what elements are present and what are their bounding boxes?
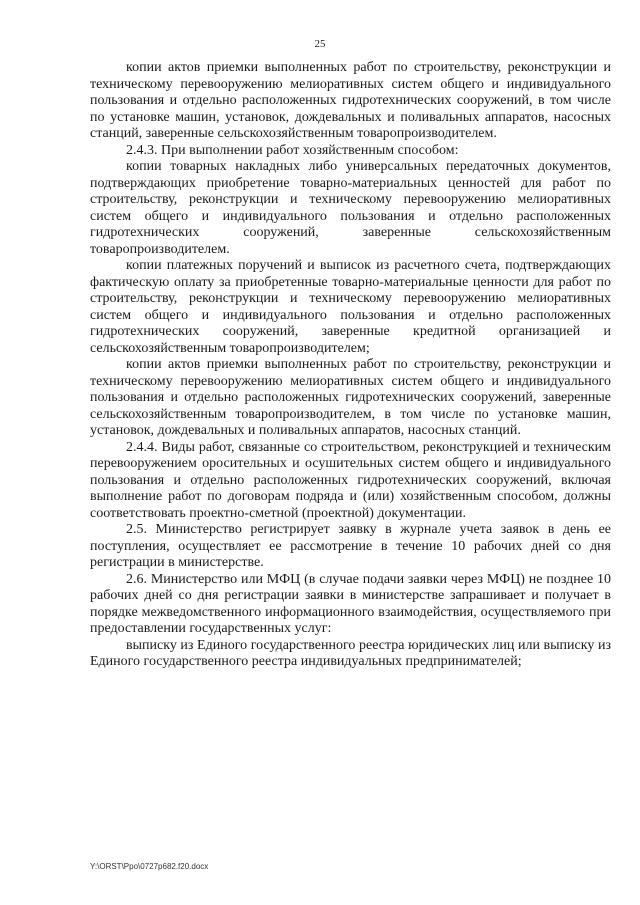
paragraph-payment-orders: копии платежных поручений и выписок из расчетного счета, подтверждающих фактическую оплату за приобретенные товарно-материальные ценности для работ по строительству, реконструкции и техническому перевооружению мелиоративных систем общего и индивидуального пользования и отдельно расположенных гидротехнических сооружений, заверенные кредитной организацией и сельскохозяйственным товаропроизводителем; [90,258,611,356]
paragraph-2-6: 2.6. Министерство или МФЦ (в случае подачи заявки через МФЦ) не позднее 10 рабочих дней со дня регистрации заявки в министерстве запрашивает и получает в порядке межведомственного информационного взаимодействия, осуществляемого при предоставлении государственных услуг: [90,571,611,636]
paragraph-invoices: копии товарных накладных либо универсальных передаточных документов, подтверждающих приобретение товарно-материальных ценностей для работ по строительству, реконструкции и техническому перевооружению мелиоративных систем общего и индивидуального пользования и отдельно расположенных гидротехнических сооружений, заверенные сельскохозяйственным товаропроизводителем. [90,159,611,257]
paragraph-registry-extract: выписку из Единого государственного реестра юридических лиц или выписку из Единого государственного реестра индивидуальных предпринимателей; [90,637,611,669]
document-body [90,60,611,671]
paragraph-acceptance-acts-own: копии актов приемки выполненных работ по строительству, реконструкции и техническому перевооружению мелиоративных систем общего и индивидуального пользования и отдельно расположенных гидротехнических сооружений, заверенные сельскохозяйственным товаропроизводителем, в том числе по установке машин, установок, дождевальных и поливальных аппаратов, насосных станций. [90,357,611,438]
footer-file-path: Y:\ORST\Ppo\0727p682.f20.docx [90,862,209,871]
paragraph-2-4-4: 2.4.4. Виды работ, связанные со строительством, реконструкцией и техническим перевооружением оросительных и осушительных систем общего и индивидуального пользования и отдельно расположенных гидротехнических сооружений, включая выполнение работ по договорам подряда и (или) хозяйственным способом, должны соответствовать проектно-сметной (проектной) документации. [90,439,611,521]
paragraph-2-4-3-heading: 2.4.3. При выполнении работ хозяйственным способом: [126,142,459,158]
paragraph-2-5: 2.5. Министерство регистрирует заявку в журнале учета заявок в день ее поступления, осуществляет ее рассмотрение в течение 10 рабочих дней со дня регистрации в министерстве. [90,522,611,570]
paragraph-acceptance-acts-contract: копии актов приемки выполненных работ по строительству, реконструкции и техническому перевооружению мелиоративных систем общего и индивидуального пользования и отдельно расположенных гидротехнических сооружений, в том числе по установке машин, установок, дождевальных и поливальных аппаратов, насосных станций, заверенные сельскохозяйственным товаропроизводителем. [90,60,611,141]
page-number: 25 [314,38,326,50]
